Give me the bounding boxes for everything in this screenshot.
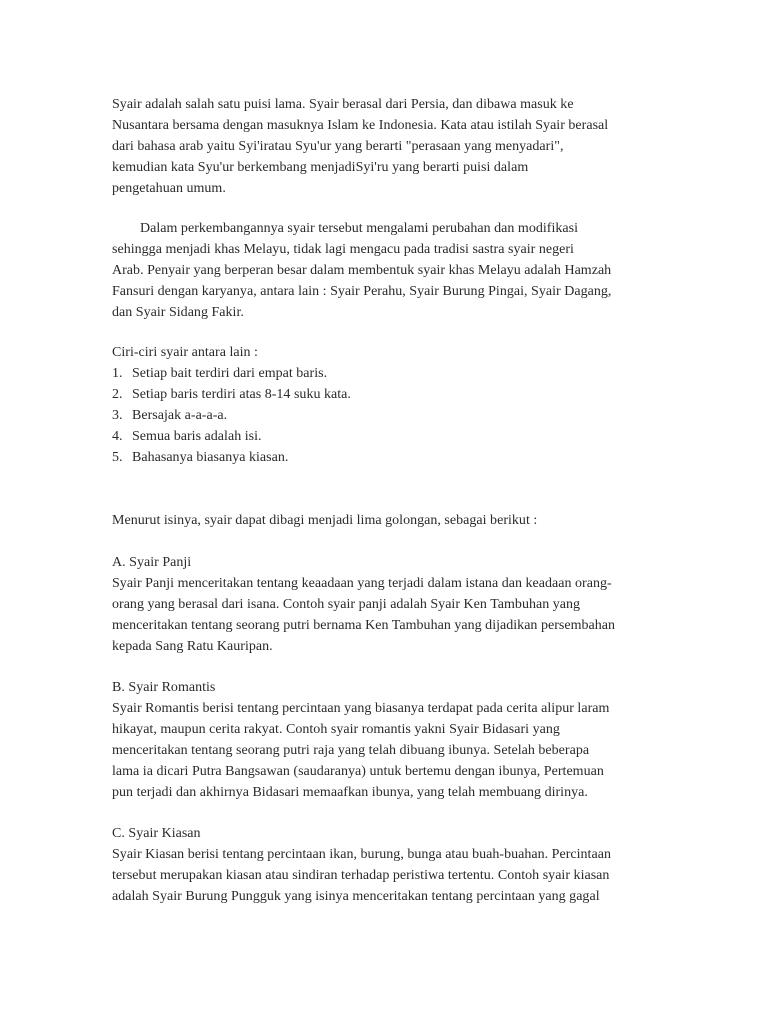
type-line: Syair Romantis berisi tentang percintaan yang biasanya terdapat pada cerita alipur laram	[112, 701, 610, 716]
type-line: adalah Syair Burung Pungguk yang isinya menceritakan tentang percintaan yang gagal	[112, 889, 600, 904]
development-line: Dalam perkembangannya syair tersebut mengalami perubahan dan modifikasi	[140, 221, 578, 236]
list-item	[112, 427, 262, 447]
type-line: menceritakan tentang seorang putri bernama Ken Tambuhan yang dijadikan persembahan	[112, 618, 616, 633]
development-line: sehingga menjadi khas Melayu, tidak lagi mengacu pada tradisi sastra syair negeri	[112, 242, 574, 257]
list-item-number: 4.	[112, 429, 123, 444]
intro-line: kemudian kata Syu'ur berkembang menjadiSyi'ru yang berarti puisi dalam	[112, 160, 529, 175]
development-line: dan Syair Sidang Fakir.	[112, 305, 244, 320]
list-item-text: Bersajak a-a-a-a.	[132, 408, 228, 423]
list-item-text: Setiap bait terdiri dari empat baris.	[132, 366, 328, 381]
list-item-number: 2.	[112, 387, 123, 402]
intro-line: Syair adalah salah satu puisi lama. Syair berasal dari Persia, dan dibawa masuk ke	[112, 97, 574, 112]
characteristics-heading: Ciri-ciri syair antara lain :	[112, 345, 258, 360]
type-heading: B. Syair Romantis	[112, 680, 216, 695]
type-line: lama ia dicari Putra Bangsawan (saudaranya) untuk bertemu dengan ibunya, Pertemuan	[112, 764, 604, 779]
list-item-number: 1.	[112, 366, 123, 381]
type-line: hikayat, maupun cerita rakyat. Contoh syair romantis yakni Syair Bidasari yang	[112, 722, 560, 737]
type-line: tersebut merupakan kiasan atau sindiran terhadap peristiwa tertentu. Contoh syair kiasan	[112, 868, 610, 883]
list-item	[112, 448, 288, 468]
list-item	[112, 385, 351, 405]
list-item-text: Semua baris adalah isi.	[132, 429, 262, 444]
intro-line: dari bahasa arab yaitu Syi'iratau Syu'ur yang berarti "perasaan yang menyadari",	[112, 139, 564, 154]
type-heading: A. Syair Panji	[112, 555, 192, 570]
intro-line: pengetahuan umum.	[112, 181, 226, 196]
list-item-number: 3.	[112, 408, 123, 423]
type-heading: C. Syair Kiasan	[112, 826, 201, 841]
intro-line: Nusantara bersama dengan masuknya Islam ke Indonesia. Kata atau istilah Syair berasal	[112, 118, 609, 133]
development-line: Arab. Penyair yang berperan besar dalam membentuk syair khas Melayu adalah Hamzah	[112, 263, 612, 278]
type-line: Syair Kiasan berisi tentang percintaan ikan, burung, bunga atau buah-buahan. Percintaan	[112, 847, 611, 862]
type-line: menceritakan tentang seorang putri raja yang telah dibuang ibunya. Setelah beberapa	[112, 743, 590, 758]
list-item	[112, 406, 227, 426]
development-line: Fansuri dengan karyanya, antara lain : Syair Perahu, Syair Burung Pingai, Syair Dagang,	[112, 284, 612, 299]
list-item-number: 5.	[112, 450, 123, 465]
list-item	[112, 364, 327, 384]
list-item-text: Setiap baris terdiri atas 8-14 suku kata.	[132, 387, 351, 402]
type-line: Syair Panji menceritakan tentang keaadaan yang terjadi dalam istana dan keadaan orang-	[112, 576, 612, 591]
type-line: kepada Sang Ratu Kauripan.	[112, 639, 273, 654]
type-line: orang yang berasal dari isana. Contoh syair panji adalah Syair Ken Tambuhan yang	[112, 597, 581, 612]
type-line: pun terjadi dan akhirnya Bidasari memaafkan ibunya, yang telah membuang dirinya.	[112, 785, 588, 800]
list-item-text: Bahasanya biasanya kiasan.	[132, 450, 289, 465]
classification-intro: Menurut isinya, syair dapat dibagi menjadi lima golongan, sebagai berikut :	[112, 513, 538, 528]
